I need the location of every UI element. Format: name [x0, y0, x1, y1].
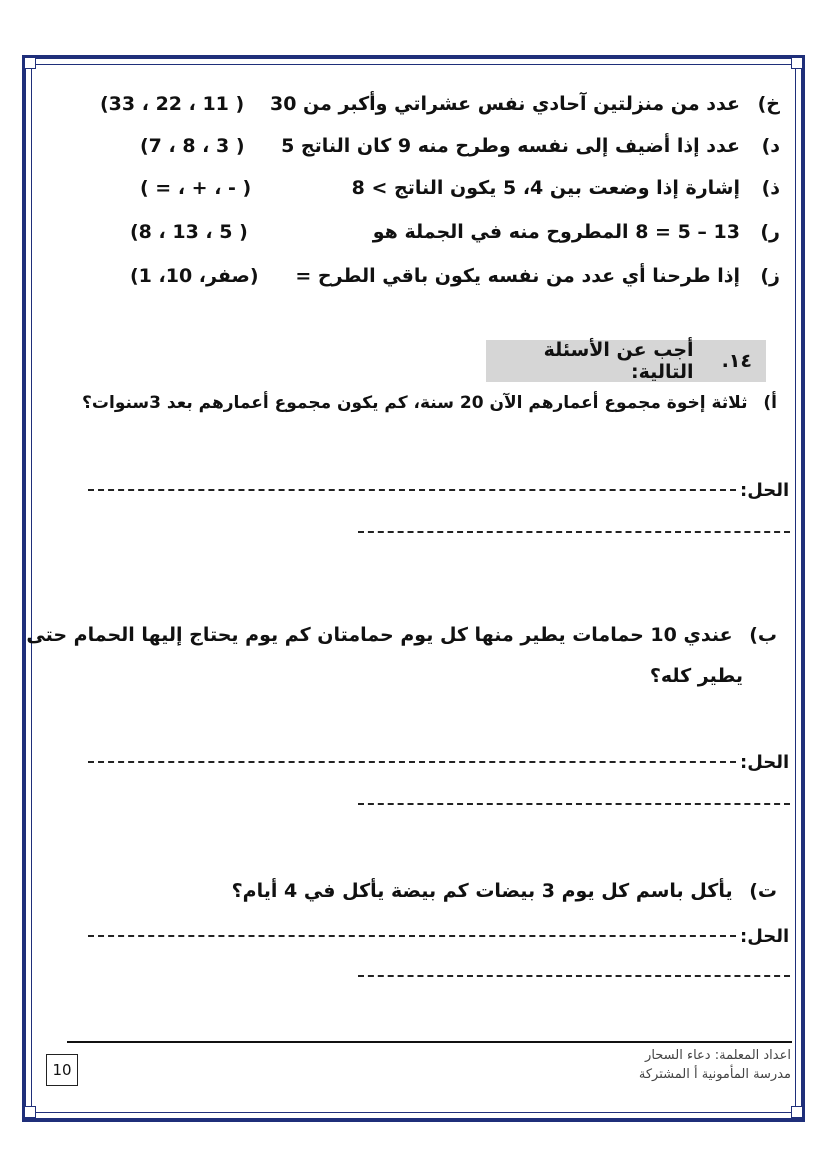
- section-heading: [486, 340, 766, 382]
- mcq-letter: ر): [760, 221, 780, 243]
- border-corner: [791, 57, 803, 69]
- question-b: [26, 624, 777, 646]
- mcq-letter: د): [761, 135, 780, 157]
- section-number: ١٤.: [721, 350, 752, 372]
- section-title: أجب عن الأسئلة التالية:: [543, 339, 694, 383]
- solution-label: الحل:: [740, 752, 790, 773]
- mcq-question: [352, 177, 780, 199]
- mcq-item: [100, 170, 780, 206]
- border-corner: [791, 1106, 803, 1118]
- mcq-letter: ز): [760, 265, 780, 287]
- mcq-options: (1 ،10 ،صفر): [130, 265, 259, 287]
- answer-line[interactable]: [358, 531, 790, 533]
- footer-rule: [67, 1041, 792, 1043]
- footer-school: مدرسة المأمونية أ المشتركة: [638, 1067, 791, 1082]
- question-text: يأكل باسم كل يوم 3 بيضات كم بيضة يأكل في 4 أيام؟: [231, 880, 733, 902]
- answer-line[interactable]: [88, 761, 736, 763]
- border-corner: [24, 1106, 36, 1118]
- mcq-options: ( = ، + ، - ): [140, 177, 252, 199]
- question-letter: أ): [763, 393, 777, 413]
- mcq-question: [281, 135, 780, 157]
- question-text: ثلاثة إخوة مجموع أعمارهم الآن 20 سنة، كم يكون مجموع أعمارهم بعد 3سنوات؟: [82, 393, 748, 413]
- question-letter: ت): [749, 880, 777, 902]
- answer-line[interactable]: [88, 489, 736, 491]
- mcq-text: عدد إذا أضيف إلى نفسه وطرح منه 9 كان الناتج 5: [281, 135, 740, 157]
- answer-line[interactable]: [88, 935, 736, 937]
- mcq-item: [100, 214, 780, 250]
- mcq-text: إشارة إذا وضعت بين 4، 5 يكون الناتج > 8: [351, 177, 740, 199]
- mcq-question: [270, 93, 780, 115]
- footer-teacher: اعداد المعلمة: دعاء السحار: [645, 1048, 791, 1063]
- mcq-question: [295, 265, 780, 287]
- question-b-line2: يطير كله؟: [649, 665, 743, 687]
- mcq-text: 13 – 5 = 8 المطروح منه في الجملة هو: [372, 221, 740, 243]
- solution-label: الحل:: [740, 480, 790, 501]
- mcq-item: [100, 128, 780, 164]
- answer-line[interactable]: [358, 803, 790, 805]
- mcq-text: عدد من منزلتين آحادي نفس عشراتي وأكبر من 30: [269, 93, 740, 115]
- solution-label: الحل:: [740, 926, 790, 947]
- mcq-question: [373, 221, 780, 243]
- mcq-options: (7 ، 8 ، 3 ): [140, 135, 245, 157]
- question-a: [82, 393, 777, 413]
- question-c: [232, 880, 777, 902]
- mcq-options: (33 ، 22 ، 11 ): [100, 93, 245, 115]
- question-text: عندي 10 حمامات يطير منها كل يوم حمامتان كم يوم يحتاج إليها الحمام حتى: [26, 624, 733, 646]
- page-number: 10: [46, 1054, 78, 1086]
- mcq-options: (8 ، 13 ، 5 ): [130, 221, 248, 243]
- question-letter: ب): [749, 624, 777, 646]
- border-corner: [24, 57, 36, 69]
- mcq-text: إذا طرحنا أي عدد من نفسه يكون باقي الطرح =: [295, 265, 740, 287]
- mcq-item: [100, 86, 780, 122]
- mcq-letter: ذ): [761, 177, 780, 199]
- mcq-letter: خ): [757, 93, 780, 115]
- mcq-item: [100, 258, 780, 294]
- answer-line[interactable]: [358, 975, 790, 977]
